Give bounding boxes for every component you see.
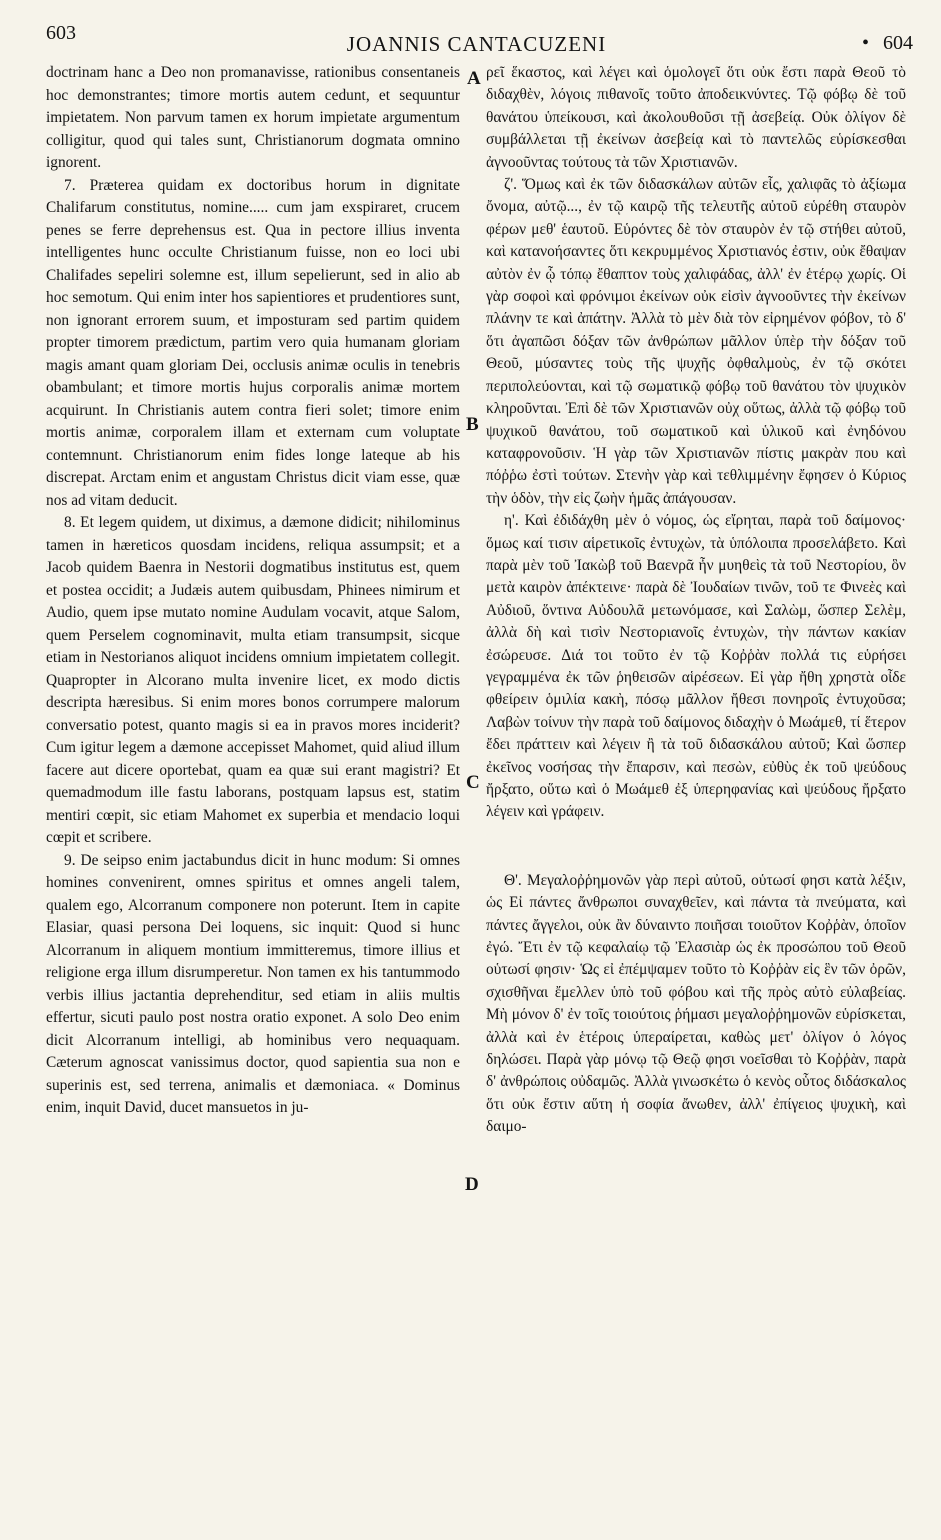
margin-marker-a: A <box>467 68 481 89</box>
latin-paragraph: 8. Et legem quidem, ut diximus, a dæmone didicit; nihilominus tamen in hæreticos quosdam incidens, reliqua assumpsit; et a Jacob quidem Baenra in Nestorii dogmatibus institutus est, quem et postea occidit; a Judæis autem quibusdam, Phinees nimirum et Audio, quem ipse mutato nomine Audulam vocavit, atque Salom, quem Perselem cognominavit, multa etiam transumpsit, sicque etiam in Nestorianos aliquot incidens omnium impietatem collegit. Quapropter in Alcorano multa invenire licet, ex modo dictis descripta hæresibus. Si enim mores bonos corrumpere malorum conversatio potest, quanto magis si ea in pravos mores inciderit? Cum igitur legem a dæmone accepisset Mahomet, quid aliud illum facere aut dicere oportebat, quam ea quæ sui erant magistri? Et quemadmodum ille fastu laborans, postquam lapsus est, statim mentiri cœpit, sic etiam Mahomet ex superbia et mendacio loqui cœpit et scribere. <box>46 514 460 846</box>
latin-paragraph: 9. De seipso enim jactabundus dicit in hunc modum: Si omnes homines convenirent, omnes spiritus et omnes angeli talem, qualem ego, Alcorranum componere non poterunt. Item in capite Elasiar, quasi persona Dei loquens, sic inquit: Quod si hunc Alcorranum in aliquem montium immitteremus, timore illius et religione erga illum disrumperetur. Non tamen ex his tantummodo verbis illius jactantia deprehenditur, sed etiam in aliis multis effertur, sicuti paulo post nostra oratio exponet. A solo Deo enim dicit Alcorranum intelligi, ab hominibus vero nequaquam. Cæterum agnoscat vanissimus doctor, quod sapientia sua non e superinis est, sed terrena, animalis et dæmoniaca. « Dominus enim, inquit David, ducet mansuetos in ju- <box>46 851 460 1116</box>
greek-paragraph: ζ'. Ὅμως καὶ ἐκ τῶν διδασκάλων αὐτῶν εἷς, χαλιφᾶς τὸ ἀξίωμα ὄνομα, αὐτῷ..., ἐν τῷ καιρῷ τῆς τελευτῆς αὐτοῦ εὑρέθη σταυρὸν φέρων μεθ' ἑαυτοῦ. Εὑρόντες δὲ τὸν σταυρὸν ἐν τῷ στήθει αὐτοῦ, καὶ κατανοήσαντες ὅτι κεκρυμμένος Χριστιανός ἐστιν, οὐκ ἔθαψαν αὐτὸν ἐν ᾧ τόπῳ ἔθαπτον τοὺς χαλιφάδας, ἀλλ' ἐν ἑτέρῳ χωρίς. Οἱ γὰρ σοφοὶ καὶ φρόνιμοι ἐκείνων οὐκ εἰσὶν ἀγνοοῦντες τὴν ἐκείνων πλάνην τε καὶ ἀπάτην. Ἀλλὰ τὸ μὲν διὰ τὸν εἰρημένον φόβον, τὸ δ' ὅτι ἀγαπῶσι δόξαν τῶν ἀνθρώπων μᾶλλον ὑπὲρ τὴν δόξαν τοῦ Θεοῦ, μύσαντες τοὺς τῆς ψυχῆς ὀφθαλμοὺς, ἐν τῷ σκότει περιπολεύονται, καὶ τῷ σωματικῷ φόβῳ τοῦ θανάτου τὸν ψυχικὸν κληροῦνται. Ἐπὶ δὲ τῶν Χριστιανῶν οὐχ οὕτως, ἀλλὰ τῷ φόβῳ τοῦ ψυχικοῦ θανάτου, τοῦ σωματικοῦ καὶ ὑλικοῦ καὶ ἐνηδόνου καταφρονοῦσιν. Ἡ γὰρ τῶν Χριστιανῶν πίστις μακρὰν που καὶ πόῤῥω ἐστὶ τούτων. Στενὴν γὰρ καὶ τεθλιμμένην ἔφησεν ὁ Κύριος τὴν ὁδὸν, τὴν εἰς ζωὴν ἡμᾶς ἀπάγουσαν. <box>486 176 906 507</box>
margin-marker-c: C <box>466 772 480 793</box>
greek-paragraph: Θ'. Μεγαλοῤῥημονῶν γὰρ περὶ αὐτοῦ, οὑτωσί φησι κατὰ λέξιν, ὡς Εἰ πάντες ἄνθρωποι συναχθεῖεν, καὶ πάντα τὰ πνεύματα, καὶ πάντες ἄγγελοι, οὐκ ἂν δύναιντο ποιῆσαι τοιοῦτον Κοῤῥὰν, ὁποῖον ἐγώ. Ἔτι ἐν τῷ κεφαλαίῳ τῷ Ἐλασιὰρ ὡς ἐκ προσώπου τοῦ Θεοῦ οὑτωσί φησιν· Ὡς εἰ ἐπέμψαμεν τοῦτο τὸ Κοῤῥὰν εἰς ἓν τῶν ὀρῶν, σχισθῆναι ἔμελλεν ὑπὸ τοῦ φόβου καὶ τῆς πρὸς αὐτὸ εὐλαβείας. Μὴ μόνον δ' ἐν τοῖς τοιούτοις ῥήμασι μεγαλοῤῥημονῶν εὑρίσκεται, ἀλλὰ καὶ ἐν ἑτέροις ὑπεραίρεται, καθὼς μετ' ὀλίγον ὁ λόγος δηλώσει. Παρὰ γὰρ μόνῳ τῷ Θεῷ φησι νοεῖσθαι τὸ Κοῤῥὰν, παρὰ δ' ἀνθρώποις οὐδαμῶς. Ἀλλὰ γινωσκέτω ὁ κενὸς οὗτος διδάσκαλος ὅτι οὐκ ἔστιν αὕτη ἡ σοφία ἄνωθεν, ἀλλ' ἐπίγειος ψυχικὴ, καὶ δαιμο- <box>486 871 906 1136</box>
latin-paragraph: doctrinam hanc a Deo non promanavisse, rationibus consentaneis hoc demonstrantes; timore mortis autem cedunt, et sequuntur impietatem. Non parvum tamen ex horum impietate argumentum colligitur, quod qui tales sunt, Christianorum dogmata omnino ignorent. <box>46 64 460 171</box>
page-number-right-value: 604 <box>883 32 913 54</box>
page-number-right: • 604 <box>861 32 913 54</box>
page-header <box>40 14 913 54</box>
greek-column <box>486 62 906 1139</box>
greek-paragraph: η'. Καὶ ἐδιδάχθη μὲν ὁ νόμος, ὡς εἴρηται, παρὰ τοῦ δαίμονος· ὅμως καί τισιν αἱρετικοῖς ἐντυχὼν, τὰ ὑπόλοιπα προσελάβετο. Καὶ παρὰ μὲν τοῦ Ἰακὼβ τοῦ Βαενρᾶ ἦν μυηθεὶς τὰ τοῦ Νεστορίου, ὃν μετὰ καιρὸν ἀπέκτεινε· παρὰ δὲ Ἰουδαίων τινῶν, τοῦ τε Φινεὲς καὶ Αὐδιοῦ, ὅντινα Αὐδουλᾶ μετωνόμασε, καὶ Σαλὼμ, ὥσπερ Σελὲμ, ἀλλὰ δὴ καὶ τισὶν Νεστοριανοῖς ἐντυχὼν, τὴν πάντων κακίαν ἐσώρευσε. Διά τοι τοῦτο ἐν τῷ Κοῤῥὰν πολλά τις εὑρήσει γεγραμμένα ἐκ τῶν ῥηθεισῶν αἱρέσεων. Εἰ γὰρ ἤθη χρηστὰ οἶδε φθείρειν ὁμιλία κακὴ, πόσῳ μᾶλλον ἤθεσι πονηροῖς ἐντυχοῦσα; Λαβὼν τοίνυν τὴν παρὰ τοῦ δαίμονος διδαχὴν ὁ Μωάμεθ, τί ἕτερον ἔδει πράττειν καὶ λέγειν ἢ τὰ τοῦ διδασκάλου αὐτοῦ; Καὶ ὥσπερ ἐκεῖνος νοσήσας τὴν ἔπαρσιν, καὶ πεσὼν, εὐθὺς ἐκ τοῦ ψεύδους ἤρξατο, οὕτω καὶ ὁ Μωάμεθ ἐξ ὑπερηφανίας καὶ ψεύδους ἤρξατο λέγειν καὶ γράφειν. <box>486 512 906 821</box>
latin-column <box>46 62 460 1120</box>
margin-marker-b: B <box>466 414 479 435</box>
paragraph-gap <box>486 824 906 870</box>
margin-marker-d: D <box>465 1174 479 1195</box>
greek-paragraph: ρεῖ ἕκαστος, καὶ λέγει καὶ ὁμολογεῖ ὅτι οὐκ ἔστι παρὰ Θεοῦ τὸ διδαχθὲν, λόγοις πιθανοῖς τοῦτο ἀποδεικνύντες. Τῷ φόβῳ δὲ τοῦ θανάτου ὑπείκουσι, καὶ ἀκολουθοῦσι τῇ ἀσεβείᾳ. Οὐκ ὀλίγον δὲ συμβάλλεται τῇ ἐκείνων ἀσεβείᾳ καὶ τὸ παντελῶς εὑρίσκεσθαι ἀγνοοῦντας τούτους τὰ τῶν Χριστιανῶν. <box>486 64 906 171</box>
page-number-left: 603 <box>46 22 76 44</box>
latin-paragraph: 7. Præterea quidam ex doctoribus horum in dignitate Chalifarum constitutus, nomine..... cum jam exspiraret, crucem penes se ferre deprehensus est. Qua in pectore illius inventa intelligentes hunc occulte Christianum fuisse, non eo loci ubi Chalifades sepeliri solemne est, illum sepelierunt, sed in alio ab hoc semotum. Qui enim inter hos sapientiores et prudentiores sunt, non ignorant errorem suum, et imposturam sed partim quidem propter timorem prædictum, partim vero quia humanam gloriam magis amant quam gloriam Dei, occlusis animæ oculis in tenebris obambulant; et timore mortis hujus corporalis animæ mortem acquirunt. In Christianis autem contra fieri solet; timore enim mortis animæ, corporalem illam et externam cum voluptate contemnunt. Christianorum enim fides longe lateque ab his discrepat. Arctam enim et angustam Christus dicit viam esse, quæ nos ad vitam deducit. <box>46 176 460 509</box>
running-title: JOANNIS CANTACUZENI <box>346 32 607 56</box>
